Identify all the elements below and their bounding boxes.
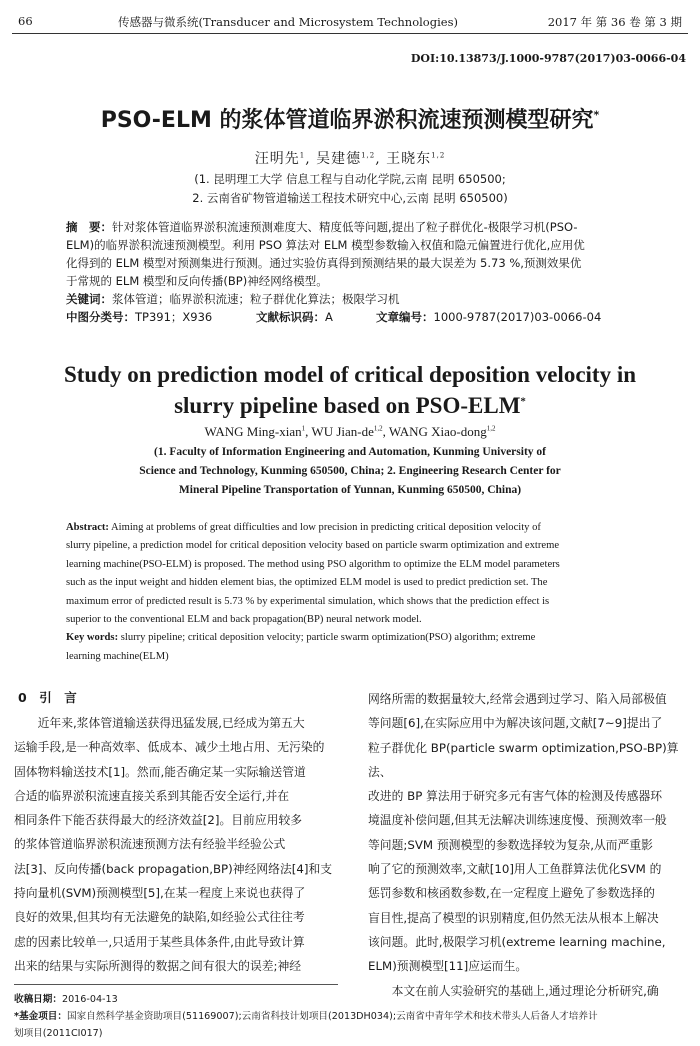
journal-name: 传感器与微系统(Transducer and Microsystem Technologies) bbox=[118, 15, 458, 29]
left-line-9: 良好的效果,但其均有无法避免的缺陷,如经验公式往往考 bbox=[14, 910, 305, 925]
left-line-1: 近年来,浆体管道输送获得迅猛发展,已经成为第五大 bbox=[14, 716, 305, 730]
keywords-cn-value: 浆体管道；临界淤积流速；粒子群优化算法；极限学习机 bbox=[112, 292, 400, 306]
affiliation-cn-2: 2. 云南省矿物管道输送工程技术研究中心,云南 昆明 650500) bbox=[192, 191, 508, 205]
right-column bbox=[368, 687, 688, 1003]
left-line-3: 固体物料输送技术[1]。然而,能否确定某一实际输送管道 bbox=[14, 764, 306, 779]
fund-line-1: 国家自然科学基金资助项目(51169007);云南省科技计划项目(2013DH034);云南省中青年学术和技术带头人后备人才培养计 bbox=[67, 1011, 598, 1022]
received-value: 2016-04-13 bbox=[61, 994, 118, 1005]
received-date bbox=[14, 991, 118, 1005]
author-en-2: WU Jian-de bbox=[311, 424, 374, 439]
title-cn-text: PSO-ELM 的浆体管道临界淤积流速预测模型研究 bbox=[100, 108, 594, 133]
doc-code-value: A bbox=[325, 310, 333, 324]
article-no-value: 1000-9787(2017)03-0066-04 bbox=[433, 310, 602, 324]
abstract-en-label: Abstract bbox=[66, 522, 106, 533]
abstract-en-line-1: Abstract: Aiming at problems of great difficulties and low precision in predicting critical deposition velocity of bbox=[66, 522, 541, 533]
author-cn-1: 汪明先 bbox=[254, 151, 300, 167]
clc-label: 中图分类号： bbox=[66, 310, 135, 324]
keywords-cn-label: 关键词： bbox=[66, 292, 112, 306]
left-line-2: 运输手段,是一种高效率、低成本、减少土地占用、无污染的 bbox=[14, 740, 325, 755]
title-cn-mark: * bbox=[593, 108, 600, 122]
author-en-1: WANG Ming-xian bbox=[204, 424, 302, 439]
left-line-8: 持向量机(SVM)预测模型[5],在某一程度上来说也获得了 bbox=[14, 886, 306, 901]
keywords-en-line-2: learning machine(ELM) bbox=[66, 650, 169, 662]
article-no-label: 文章编号： bbox=[376, 310, 434, 324]
affiliation-cn-1: (1. 昆明理工大学 信息工程与自动化学院,云南 昆明 650500; bbox=[194, 172, 506, 186]
right-line-1: 网络所需的数据量较大,经常会遇到过学习、陷入局部极值 bbox=[368, 692, 667, 706]
classification-line bbox=[66, 308, 636, 326]
abstract-cn bbox=[66, 218, 636, 326]
affiliation-en-2: Science and Technology, Kunming 650500, China; 2. Engineering Research Center for bbox=[139, 465, 561, 477]
author-en-2-sup: 1,2 bbox=[373, 424, 383, 433]
right-line-8: 惩罚参数和核函数参数,在一定程度上避免了参数选择的 bbox=[368, 886, 655, 901]
issue-info: 2017 年 第 36 卷 第 3 期 bbox=[547, 15, 682, 29]
authors-en: WANG Ming-xian$^1$, WU Jian-de$^{1,2}$, WANG Xiao-dong$^{1,2}$ bbox=[204, 424, 496, 439]
author-cn-2: 吴建德 bbox=[316, 151, 362, 167]
right-line-12: 本文在前人实验研究的基础上,通过理论分析研究,确 bbox=[368, 983, 659, 998]
abstract-cn-line-1 bbox=[66, 218, 636, 236]
section-heading: 0 引 言 bbox=[18, 690, 77, 705]
abstract-cn-line-4: 于常规的 ELM 模型和反向传播(BP)神经网络模型。 bbox=[66, 274, 328, 288]
author-en-3: WANG Xiao-dong bbox=[388, 424, 487, 439]
fund-label: *基金项目： bbox=[14, 1011, 67, 1022]
abstract-en-text-1: Aiming at problems of great difficulties and low precision in predicting critical deposition velocity of bbox=[111, 522, 541, 533]
fund-note bbox=[14, 1008, 690, 1042]
title-en-line-2 bbox=[0, 393, 700, 419]
title-cn bbox=[0, 103, 700, 134]
left-column bbox=[14, 711, 338, 978]
author-en-1-sup: 1 bbox=[301, 424, 306, 433]
footnote-rule bbox=[14, 984, 338, 985]
keywords-en-value-1: slurry pipeline; critical deposition velocity; particle swarm optimization(PSO) algorithm; extreme bbox=[120, 632, 536, 644]
left-line-5: 相同条件下能否获得最大的经济效益[2]。目前应用较多 bbox=[14, 813, 303, 828]
affiliation-en-1: (1. Faculty of Information Engineering and Automation, Kunming University of bbox=[154, 446, 546, 458]
title-en-line-1: Study on prediction model of critical deposition velocity in bbox=[63, 362, 637, 387]
doi: DOI:10.13873/J.1000-9787(2017)03-0066-04 bbox=[410, 52, 686, 65]
authors-cn: 汪明先$^1$, 吴建德$^{1,2}$, 王晓东$^{1,2}$ bbox=[254, 151, 446, 167]
left-line-6: 的浆体管道临界淤积流速预测方法有经验半经验公式 bbox=[14, 837, 286, 852]
right-line-4: 改进的 BP 算法用于研究多元有害气体的检测及传感器环 bbox=[368, 789, 663, 804]
abstract-en-line-5: maximum error of predicted result is 5.73 % by experimental simulation, which shows that the prediction effect is bbox=[66, 595, 550, 607]
abstract-en bbox=[66, 519, 636, 666]
doc-code-label: 文献标识码： bbox=[256, 310, 325, 324]
title-en-text-2: slurry pipeline based on PSO-ELM bbox=[174, 393, 521, 418]
author-en-3-sup: 1,2 bbox=[486, 424, 496, 433]
left-line-7: 法[3]、反向传播(back propagation,BP)神经网络法[4]和支 bbox=[14, 861, 333, 876]
right-line-3: 粒子群优化 BP(particle swarm optimization,PSO-BP)算法、 bbox=[368, 740, 679, 779]
affiliation-en-3: Mineral Pipeline Transportation of Yunnan, Kunming 650500, China) bbox=[178, 484, 522, 496]
right-line-9: 盲目性,提高了模型的识别精度,但仍然无法从根本上解决 bbox=[368, 910, 659, 925]
right-line-6: 等问题;SVM 预测模型的参数选择较为复杂,从而严重影 bbox=[368, 837, 653, 852]
author-cn-3: 王晓东 bbox=[386, 151, 432, 167]
left-line-11: 出来的结果与实际所测得的数据之间有很大的误差;神经 bbox=[14, 958, 302, 973]
right-line-7: 响了它的预测效率,文献[10]用人工鱼群算法优化SVM 的 bbox=[368, 862, 662, 877]
author-cn-2-sup: 1,2 bbox=[361, 151, 376, 160]
author-cn-1-sup: 1 bbox=[299, 151, 306, 160]
abstract-en-line-6: superior to the conventional ELM and back propagation(BP) neural network model. bbox=[66, 614, 422, 626]
left-line-10: 虑的因素比较单一,只适用于某些具体条件,由此导致计算 bbox=[14, 934, 305, 949]
abstract-en-line-3: learning machine(PSO-ELM) is proposed. The method using PSO algorithm to optimize the ELM model parameters bbox=[66, 558, 560, 570]
header-rule bbox=[12, 33, 688, 34]
author-cn-3-sup: 1,2 bbox=[431, 151, 446, 160]
received-label: 收稿日期： bbox=[14, 994, 62, 1005]
fund-line-2: 划项目(2011CI017) bbox=[14, 1028, 103, 1039]
abstract-cn-label: 摘 要： bbox=[66, 220, 112, 234]
keywords-en-line-1: Key words: slurry pipeline; critical deposition velocity; particle swarm optimization(PSO) algorithm; extreme bbox=[66, 632, 536, 644]
abstract-cn-line-3: 化得到的 ELM 模型对预测集进行预测。通过实验仿真得到预测结果的最大误差为 5.73 %,预测效果优 bbox=[66, 256, 582, 270]
title-en-mark: * bbox=[520, 395, 526, 408]
abstract-cn-text-1: 针对浆体管道临界淤积流速预测难度大、精度低等问题,提出了粒子群优化-极限学习机(PSO- bbox=[112, 220, 578, 234]
abstract-en-line-2: slurry pipeline, a prediction model for critical deposition velocity based on particle swarm optimization and extreme bbox=[66, 540, 560, 552]
keywords-en-label: Key words bbox=[66, 632, 115, 644]
page-number: 66 bbox=[18, 14, 33, 28]
right-line-10: 该问题。此时,极限学习机(extreme learning machine, bbox=[368, 934, 666, 949]
right-line-2: 等问题[6],在实际应用中为解决该问题,文献[7~9]提出了 bbox=[368, 716, 663, 731]
right-line-11: ELM)预测模型[11]应运而生。 bbox=[368, 959, 528, 974]
keywords-cn bbox=[66, 290, 636, 308]
clc-value: TP391；X936 bbox=[135, 310, 213, 324]
left-line-4: 合适的临界淤积流速直接关系到其能否安全运行,并在 bbox=[14, 788, 290, 803]
right-line-5: 境温度补偿问题,但其无法解决训练速度慢、预测效率一般 bbox=[368, 813, 667, 828]
abstract-cn-line-2: ELM)的临界淤积流速预测模型。利用 PSO 算法对 ELM 模型参数输入权值和隐元偏置进行优化,应用优 bbox=[66, 238, 585, 252]
abstract-en-line-4: such as the input weight and hidden element bias, the optimized ELM model is used to predict prediction set. The bbox=[66, 577, 548, 589]
